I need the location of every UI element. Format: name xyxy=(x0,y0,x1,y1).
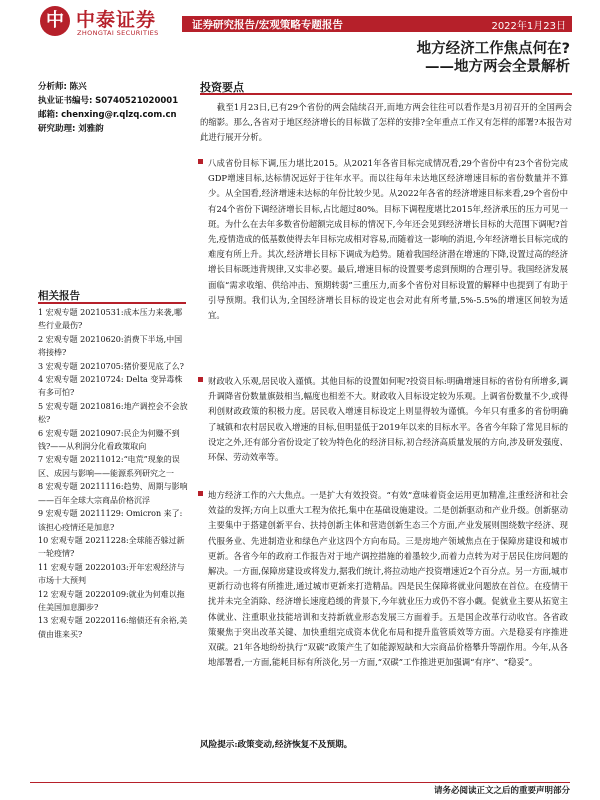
report-date: 2022年1月23日 xyxy=(491,21,566,32)
related-report-item[interactable]: 7 宏观专题 20211012:“电荒”现象的误区、成因与影响——能源系列研究之一 xyxy=(38,455,180,478)
report-title: 地方经济工作焦点何在? xyxy=(416,41,570,57)
logo-name-en: ZHONGTAI SECURITIES xyxy=(77,29,159,37)
related-report-item[interactable]: 1 宏观专题 20210531:成本压力来袭,哪些行业最伤? xyxy=(38,308,183,331)
report-subtitle: ——地方两会全景解析 xyxy=(425,59,570,75)
point-text: 地方经济工作的六大焦点。一是扩大有效投资。“有效”意味着资金运用更加精准,注重经济和社会效益的发挥;方向上以重大工程为依托,集中在基础设施建设。二是创新驱动和产业升级。创新驱动主要集中于搭建创新平台、扶持创新主体和营造创新生态三个方面,产业发展则围绕数字经济、现代服务业、先进制造业和绿色产业这四个方向布局。三是房地产领域焦点在于保障房建设和城市更新。各省今年的政府工作报告对于地产调控措施的着墨较少,而着力点转为对于居民住房问题的解决。一方面,保障房建设或将发力,据我们统计,将拉动地产投资增速近2个百分点。另一方面,城市更新行动也将有所推进,通过城市更新来打造精品。四是民生保障将就业问题放在首位。在疫情干扰并未完全消除、经济增长速度趋缓的背景下,今年就业压力或仍不容小觑。促就业主要从拓宽主体就业、注重职业技能培训和支持新就业形态发展三方面着手。五是国企改革行动收官。各省政策聚焦于突出改革关键、加快重组完成资本优化布局和提升监管质效等方面。六是稳妥有序推进双碳。21年各地纷纷执行“双碳”政策产生了如能源短缺和大宗商品价格攀升等副作用。今年,从各地部署看,一方面,能耗目标有所淡化,另一方面,“双碳”工作推进更加强调“有序”、“稳妥”。 xyxy=(208,490,568,668)
header-bar xyxy=(182,16,572,32)
related-report-item[interactable]: 10 宏观专题 20211228:全球能否躲过新一轮疫情? xyxy=(38,535,185,559)
related-report-item[interactable]: 12 宏观专题 20220109:就业为何难以拖住美国加息脚步? xyxy=(38,589,185,612)
logo-name-cn: 中泰证券 xyxy=(76,9,157,31)
related-report-item[interactable]: 6 宏观专题 20210907:民企为何赚不到钱?——从利润分化看政策取向 xyxy=(38,428,180,452)
point-text: 财政收入乐观,居民收入谨慎。其他目标的设置如何呢?投资目标:明确增速目标的省份有所增多,调升调降省份数量旗鼓相当,幅度也相差不大。财政收入目标设定较为乐观。上调省份数量不少,或得利创财政政策的积极力度。居民收入增速目标设定上则显得较为谨慎。今年只有重多的省份明确了城镇和农村居民收入增速的目标,但明显低于2019年以来的目标水平。各省今年除了常见目标的设定之外,还有部分省份设定了较为特色化的经济目标,初合经济高质量发展的方向,涉及研发强度、环保、劳动效率等。 xyxy=(208,376,568,463)
bullet-square-icon xyxy=(198,377,203,382)
assistant-label: 研究助理: xyxy=(38,124,76,134)
assistant-name: 刘雅韵 xyxy=(78,124,104,134)
cert-number: S0740521020001 xyxy=(95,96,179,106)
related-report-item[interactable]: 4 宏观专题 20210724: Delta 变异毒株有多可怕? xyxy=(38,375,183,398)
bullet-square-icon xyxy=(198,491,203,496)
related-report-item[interactable]: 2 宏观专题 20210620:消费下半场,中国将接棒? xyxy=(38,334,183,358)
intro-paragraph: 截至1月23日,已有29个省份的两会陆续召开,而地方两会往往可以看作是3月初召开的全国两会的缩影。那么,各省对于地区经济增长的目标做了怎样的安排?全年重点工作又有怎样的部署?本报告对此进行展开分析。 xyxy=(200,102,572,142)
report-category: 证券研究报告/宏观策略专题报告 xyxy=(192,19,343,31)
cert-row xyxy=(38,94,186,108)
analyst-row xyxy=(38,80,186,94)
investment-highlights-heading: 投资要点 xyxy=(200,79,572,95)
related-report-item[interactable]: 9 宏观专题 20211129: Omicron 来了:该担心疫情还是加息? xyxy=(38,509,183,532)
email-row xyxy=(38,108,186,122)
logo-mark-icon: 中 xyxy=(40,6,70,36)
bullet-square-icon xyxy=(198,159,203,164)
footer-divider xyxy=(30,782,570,783)
related-reports-heading: 相关报告 xyxy=(38,288,186,304)
cert-label: 执业证书编号: xyxy=(38,96,93,106)
company-logo xyxy=(40,6,190,40)
email-label: 邮箱: xyxy=(38,110,59,120)
related-report-item[interactable]: 8 宏观专题 20211116:趋势、周期与影响——百年全球大宗商品价格沉浮 xyxy=(38,482,188,505)
point-fiscal-income xyxy=(208,374,568,465)
analyst-name: 陈兴 xyxy=(69,82,87,92)
analyst-info xyxy=(38,80,186,136)
related-report-item[interactable]: 3 宏观专题 20210705:猪价要见底了么? xyxy=(38,361,184,371)
risk-warning: 风险提示:政策变动,经济恢复不及预期。 xyxy=(200,740,353,750)
point-text: 八成省份目标下调,压力堪比2015。从2021年各省目标完成情况看,29个省份中有23个省份完成GDP增速目标,达标情况远好于往年水平。而以往每年未达地区经济增速目标的省份数量并不算少。从全国看,经济增速未达标的年份比较少见。从2022年各省的经济增速目标来看,29个省份中有24个省份下调经济增长目标,占比超过80%。目标下调程度堪比2015年,经济承压的压力可见一斑。为什么在去年多数省份超额完成目标的情况下,今年还会见到经济增长目标的大范围下调呢?首先,疫情造成的低基数使得去年目标完成相对容易,而随着这一影响的消退,今年经济增长目标完成的难度有所上升。其次,经济增长目标下调成为趋势。随着我国经济潜在增速的下降,设置过高的经济增长目标既违背规律,又实非必要。最后,增速目标的设置要考虑到预期的合理引导。我国经济发展面临“需求收缩、供给冲击、预期转弱”三重压力,而多个省份对目标设置的解释中也提到了有助于引导预期。我们认为,全国经济增长目标的设定也会对此有所考量,5%-5.5%的增速区间较为适宜。 xyxy=(208,158,568,321)
related-report-item[interactable]: 13 宏观专题 20220116:缩债还有余裕,美债由谁来买? xyxy=(38,616,188,639)
related-report-item[interactable]: 11 宏观专题 20220103:开年宏观经济与市场十大预判 xyxy=(38,562,185,586)
email-link[interactable]: chenxing@r.qlzq.com.cn xyxy=(61,110,177,120)
point-six-focuses xyxy=(208,488,568,670)
related-report-item[interactable]: 5 宏观专题 20210816:地产调控会不会放松? xyxy=(38,401,188,425)
assistant-row xyxy=(38,122,186,136)
related-reports-list xyxy=(38,306,188,641)
disclaimer-footer: 请务必阅读正文之后的重要声明部分 xyxy=(433,786,570,796)
point-growth-targets xyxy=(208,156,568,323)
analyst-label: 分析师: xyxy=(38,82,67,92)
